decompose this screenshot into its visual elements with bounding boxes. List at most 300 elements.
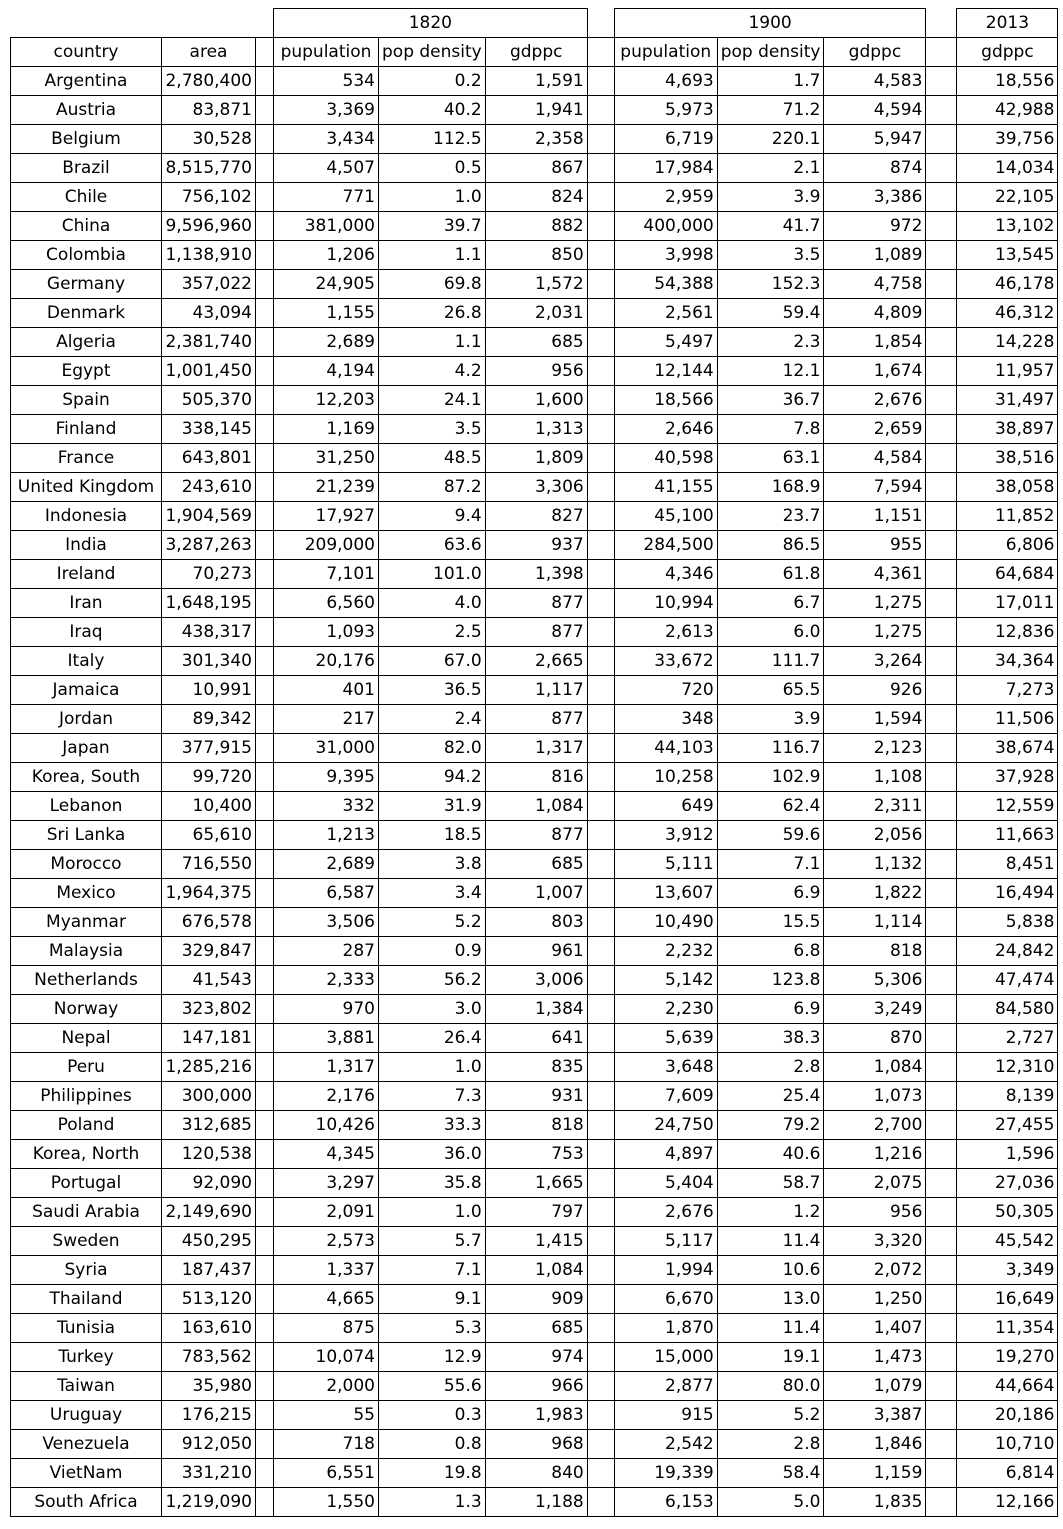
cell-country: Sweden [11, 1227, 162, 1256]
cell-population-1900: 33,672 [614, 647, 717, 676]
cell-gdppc-1820: 1,591 [485, 67, 587, 96]
spacer-cell [926, 937, 957, 966]
table-row [11, 1430, 1058, 1459]
cell-gdppc-1820: 850 [485, 241, 587, 270]
cell-gdppc-1900: 956 [824, 1198, 926, 1227]
cell-country: Ireland [11, 560, 162, 589]
cell-gdppc-1820: 931 [485, 1082, 587, 1111]
cell-gdppc-2013: 13,545 [957, 241, 1058, 270]
cell-gdppc-1820: 966 [485, 1372, 587, 1401]
cell-pop-density-1900: 123.8 [717, 966, 824, 995]
cell-gdppc-2013: 45,542 [957, 1227, 1058, 1256]
spacer-cell [587, 1343, 614, 1372]
cell-gdppc-2013: 50,305 [957, 1198, 1058, 1227]
table-row [11, 821, 1058, 850]
cell-pop-density-1820: 63.6 [379, 531, 486, 560]
table-row [11, 502, 1058, 531]
cell-area: 35,980 [162, 1372, 256, 1401]
spacer-cell [256, 67, 274, 96]
cell-pop-density-1900: 1.2 [717, 1198, 824, 1227]
cell-population-1900: 5,639 [614, 1024, 717, 1053]
cell-population-1900: 10,490 [614, 908, 717, 937]
cell-gdppc-1900: 3,249 [824, 995, 926, 1024]
cell-country: Poland [11, 1111, 162, 1140]
spacer-cell [256, 415, 274, 444]
cell-area: 300,000 [162, 1082, 256, 1111]
cell-population-1900: 45,100 [614, 502, 717, 531]
cell-area: 505,370 [162, 386, 256, 415]
cell-pop-density-1900: 59.4 [717, 299, 824, 328]
spacer-cell [926, 386, 957, 415]
spacer-cell [587, 589, 614, 618]
cell-gdppc-1820: 956 [485, 357, 587, 386]
cell-gdppc-2013: 11,354 [957, 1314, 1058, 1343]
cell-pop-density-1900: 3.5 [717, 241, 824, 270]
cell-pop-density-1900: 7.1 [717, 850, 824, 879]
spacer-cell [256, 1140, 274, 1169]
cell-gdppc-1820: 641 [485, 1024, 587, 1053]
cell-population-1900: 2,646 [614, 415, 717, 444]
table-row [11, 995, 1058, 1024]
cell-pop-density-1900: 62.4 [717, 792, 824, 821]
cell-population-1820: 10,426 [274, 1111, 379, 1140]
cell-gdppc-1820: 1,317 [485, 734, 587, 763]
cell-gdppc-1820: 816 [485, 763, 587, 792]
cell-country: Colombia [11, 241, 162, 270]
cell-gdppc-2013: 64,684 [957, 560, 1058, 589]
cell-area: 1,964,375 [162, 879, 256, 908]
cell-population-1900: 12,144 [614, 357, 717, 386]
cell-country: Denmark [11, 299, 162, 328]
cell-gdppc-1900: 1,473 [824, 1343, 926, 1372]
cell-gdppc-2013: 5,838 [957, 908, 1058, 937]
cell-gdppc-1820: 685 [485, 850, 587, 879]
spacer-cell [926, 1082, 957, 1111]
cell-gdppc-1900: 1,846 [824, 1430, 926, 1459]
table-row [11, 1169, 1058, 1198]
cell-gdppc-1900: 2,075 [824, 1169, 926, 1198]
cell-country: Lebanon [11, 792, 162, 821]
spacer-cell [256, 241, 274, 270]
cell-area: 357,022 [162, 270, 256, 299]
spacer-cell [256, 705, 274, 734]
cell-area: 176,215 [162, 1401, 256, 1430]
spacer-cell [926, 444, 957, 473]
cell-area: 329,847 [162, 937, 256, 966]
cell-pop-density-1820: 94.2 [379, 763, 486, 792]
cell-population-1900: 2,542 [614, 1430, 717, 1459]
cell-population-1900: 2,959 [614, 183, 717, 212]
cell-gdppc-1820: 1,084 [485, 1256, 587, 1285]
spacer-cell [926, 96, 957, 125]
cell-population-1820: 2,333 [274, 966, 379, 995]
cell-population-1820: 3,297 [274, 1169, 379, 1198]
spacer-cell [926, 415, 957, 444]
cell-pop-density-1820: 5.7 [379, 1227, 486, 1256]
spacer-cell [256, 1314, 274, 1343]
table-row [11, 154, 1058, 183]
spacer-cell [926, 1343, 957, 1372]
cell-gdppc-1820: 3,006 [485, 966, 587, 995]
cell-area: 70,273 [162, 560, 256, 589]
cell-gdppc-2013: 13,102 [957, 212, 1058, 241]
table-row [11, 67, 1058, 96]
spacer-cell [926, 966, 957, 995]
cell-country: Netherlands [11, 966, 162, 995]
cell-gdppc-2013: 6,806 [957, 531, 1058, 560]
cell-gdppc-1820: 827 [485, 502, 587, 531]
cell-population-1820: 10,074 [274, 1343, 379, 1372]
spacer-cell [256, 1459, 274, 1488]
cell-pop-density-1900: 6.0 [717, 618, 824, 647]
cell-area: 120,538 [162, 1140, 256, 1169]
cell-country: Indonesia [11, 502, 162, 531]
cell-population-1820: 2,689 [274, 850, 379, 879]
cell-area: 9,596,960 [162, 212, 256, 241]
cell-area: 301,340 [162, 647, 256, 676]
cell-area: 65,610 [162, 821, 256, 850]
spacer-cell [256, 995, 274, 1024]
spacer-cell [587, 183, 614, 212]
cell-population-1820: 20,176 [274, 647, 379, 676]
cell-population-1900: 44,103 [614, 734, 717, 763]
spacer-cell [926, 531, 957, 560]
cell-gdppc-2013: 38,058 [957, 473, 1058, 502]
spacer-cell [256, 966, 274, 995]
cell-area: 643,801 [162, 444, 256, 473]
spacer-cell [256, 1430, 274, 1459]
cell-country: Jordan [11, 705, 162, 734]
cell-gdppc-1820: 685 [485, 1314, 587, 1343]
cell-pop-density-1900: 38.3 [717, 1024, 824, 1053]
cell-gdppc-2013: 20,186 [957, 1401, 1058, 1430]
spacer-cell [256, 1111, 274, 1140]
table-row [11, 1488, 1058, 1517]
cell-pop-density-1820: 56.2 [379, 966, 486, 995]
cell-pop-density-1820: 3.8 [379, 850, 486, 879]
cell-population-1820: 24,905 [274, 270, 379, 299]
spacer-cell [926, 67, 957, 96]
cell-gdppc-1900: 1,073 [824, 1082, 926, 1111]
spacer-cell [926, 299, 957, 328]
spacer-cell [587, 850, 614, 879]
spacer-cell [926, 589, 957, 618]
cell-country: Egypt [11, 357, 162, 386]
cell-gdppc-1820: 1,809 [485, 444, 587, 473]
cell-area: 438,317 [162, 618, 256, 647]
cell-population-1820: 6,560 [274, 589, 379, 618]
cell-population-1820: 4,345 [274, 1140, 379, 1169]
spacer-cell [256, 792, 274, 821]
spacer-cell [256, 1053, 274, 1082]
cell-country: Chile [11, 183, 162, 212]
spacer-cell [256, 154, 274, 183]
cell-pop-density-1820: 1.0 [379, 183, 486, 212]
cell-population-1900: 17,984 [614, 154, 717, 183]
spacer-cell [926, 183, 957, 212]
cell-pop-density-1900: 63.1 [717, 444, 824, 473]
cell-pop-density-1900: 6.7 [717, 589, 824, 618]
spacer-cell [587, 415, 614, 444]
cell-population-1900: 19,339 [614, 1459, 717, 1488]
cell-area: 783,562 [162, 1343, 256, 1372]
spacer-cell [587, 966, 614, 995]
spacer-cell [587, 1285, 614, 1314]
cell-country: Spain [11, 386, 162, 415]
cell-pop-density-1820: 18.5 [379, 821, 486, 850]
cell-population-1900: 5,111 [614, 850, 717, 879]
spacer-cell [256, 502, 274, 531]
cell-gdppc-2013: 27,455 [957, 1111, 1058, 1140]
cell-country: Argentina [11, 67, 162, 96]
cell-pop-density-1820: 1.1 [379, 241, 486, 270]
spacer-cell [926, 705, 957, 734]
cell-pop-density-1820: 5.2 [379, 908, 486, 937]
spacer-cell [926, 357, 957, 386]
cell-pop-density-1900: 2.8 [717, 1430, 824, 1459]
cell-population-1820: 1,213 [274, 821, 379, 850]
spacer-cell [587, 299, 614, 328]
cell-gdppc-1820: 877 [485, 618, 587, 647]
cell-gdppc-1900: 3,264 [824, 647, 926, 676]
cell-population-1820: 1,206 [274, 241, 379, 270]
spacer-cell [926, 560, 957, 589]
cell-gdppc-1900: 4,583 [824, 67, 926, 96]
cell-pop-density-1900: 25.4 [717, 1082, 824, 1111]
cell-area: 163,610 [162, 1314, 256, 1343]
table-row [11, 1459, 1058, 1488]
cell-pop-density-1820: 0.9 [379, 937, 486, 966]
cell-gdppc-2013: 19,270 [957, 1343, 1058, 1372]
cell-population-1900: 5,117 [614, 1227, 717, 1256]
cell-population-1900: 15,000 [614, 1343, 717, 1372]
cell-population-1900: 2,232 [614, 937, 717, 966]
spacer-cell [256, 531, 274, 560]
cell-gdppc-1900: 1,084 [824, 1053, 926, 1082]
cell-pop-density-1900: 102.9 [717, 763, 824, 792]
cell-population-1900: 40,598 [614, 444, 717, 473]
cell-population-1820: 2,000 [274, 1372, 379, 1401]
cell-pop-density-1900: 220.1 [717, 125, 824, 154]
spacer-cell [587, 1401, 614, 1430]
cell-pop-density-1820: 3.5 [379, 415, 486, 444]
table-row [11, 705, 1058, 734]
cell-pop-density-1820: 7.1 [379, 1256, 486, 1285]
cell-population-1820: 4,665 [274, 1285, 379, 1314]
table-row [11, 560, 1058, 589]
table-row [11, 270, 1058, 299]
year-1900-header: 1900 [614, 9, 926, 38]
spacer-cell [587, 1459, 614, 1488]
cell-area: 331,210 [162, 1459, 256, 1488]
table-row [11, 1343, 1058, 1372]
cell-population-1820: 1,337 [274, 1256, 379, 1285]
cell-gdppc-1820: 818 [485, 1111, 587, 1140]
cell-gdppc-1900: 2,072 [824, 1256, 926, 1285]
cell-pop-density-1820: 0.5 [379, 154, 486, 183]
spacer-cell [256, 734, 274, 763]
cell-country: Tunisia [11, 1314, 162, 1343]
cell-gdppc-1900: 5,947 [824, 125, 926, 154]
spacer-cell [587, 1024, 614, 1053]
table-row [11, 647, 1058, 676]
spacer-cell [587, 1082, 614, 1111]
cell-area: 676,578 [162, 908, 256, 937]
cell-pop-density-1900: 65.5 [717, 676, 824, 705]
cell-gdppc-1820: 968 [485, 1430, 587, 1459]
cell-pop-density-1900: 58.4 [717, 1459, 824, 1488]
col-header-gdppc-1900: gdppc [824, 38, 926, 67]
cell-pop-density-1900: 58.7 [717, 1169, 824, 1198]
spacer-cell [926, 1314, 957, 1343]
cell-country: Myanmar [11, 908, 162, 937]
col-header-population-1820: pupulation [274, 38, 379, 67]
cell-gdppc-1820: 1,384 [485, 995, 587, 1024]
cell-area: 30,528 [162, 125, 256, 154]
cell-gdppc-1900: 1,151 [824, 502, 926, 531]
cell-country: Iraq [11, 618, 162, 647]
spacer-cell [587, 241, 614, 270]
spacer-cell [926, 241, 957, 270]
cell-gdppc-1820: 974 [485, 1343, 587, 1372]
spacer-cell [256, 908, 274, 937]
cell-population-1820: 1,169 [274, 415, 379, 444]
cell-pop-density-1820: 36.5 [379, 676, 486, 705]
cell-gdppc-2013: 34,364 [957, 647, 1058, 676]
cell-gdppc-1900: 3,386 [824, 183, 926, 212]
cell-gdppc-1900: 1,159 [824, 1459, 926, 1488]
cell-gdppc-1820: 877 [485, 821, 587, 850]
cell-pop-density-1900: 2.8 [717, 1053, 824, 1082]
cell-gdppc-1820: 1,313 [485, 415, 587, 444]
spacer-cell [587, 1140, 614, 1169]
spacer-cell [256, 270, 274, 299]
spacer-cell [587, 270, 614, 299]
cell-area: 243,610 [162, 473, 256, 502]
cell-population-1820: 1,155 [274, 299, 379, 328]
cell-gdppc-2013: 12,166 [957, 1488, 1058, 1517]
cell-gdppc-2013: 46,178 [957, 270, 1058, 299]
cell-area: 92,090 [162, 1169, 256, 1198]
cell-country: Nepal [11, 1024, 162, 1053]
spacer-cell [926, 1256, 957, 1285]
spacer-cell [587, 705, 614, 734]
cell-area: 312,685 [162, 1111, 256, 1140]
cell-gdppc-2013: 27,036 [957, 1169, 1058, 1198]
spacer-cell [587, 386, 614, 415]
spacer-cell [926, 763, 957, 792]
cell-pop-density-1820: 1.0 [379, 1053, 486, 1082]
spacer-cell [256, 937, 274, 966]
cell-gdppc-1820: 1,117 [485, 676, 587, 705]
cell-gdppc-1900: 7,594 [824, 473, 926, 502]
spacer-cell [256, 299, 274, 328]
cell-pop-density-1900: 12.1 [717, 357, 824, 386]
spacer-cell [926, 1430, 957, 1459]
spacer-cell [587, 734, 614, 763]
table-row [11, 1140, 1058, 1169]
col-header-gdppc-2013: gdppc [957, 38, 1058, 67]
spacer-cell [256, 125, 274, 154]
spacer-cell [256, 1488, 274, 1517]
cell-population-1900: 915 [614, 1401, 717, 1430]
cell-country: Iran [11, 589, 162, 618]
spacer-cell [926, 850, 957, 879]
cell-area: 338,145 [162, 415, 256, 444]
table-row [11, 1256, 1058, 1285]
cell-pop-density-1900: 116.7 [717, 734, 824, 763]
cell-area: 43,094 [162, 299, 256, 328]
cell-gdppc-1900: 3,320 [824, 1227, 926, 1256]
spacer-cell [926, 618, 957, 647]
spacer-cell [587, 96, 614, 125]
cell-area: 8,515,770 [162, 154, 256, 183]
cell-country: Algeria [11, 328, 162, 357]
cell-country: Morocco [11, 850, 162, 879]
cell-population-1900: 10,994 [614, 589, 717, 618]
cell-gdppc-1820: 877 [485, 705, 587, 734]
spacer-cell [256, 328, 274, 357]
cell-area: 716,550 [162, 850, 256, 879]
cell-pop-density-1900: 23.7 [717, 502, 824, 531]
table-row [11, 879, 1058, 908]
cell-pop-density-1820: 48.5 [379, 444, 486, 473]
table-row [11, 966, 1058, 995]
cell-gdppc-1900: 2,311 [824, 792, 926, 821]
spacer-cell [587, 67, 614, 96]
cell-gdppc-1820: 1,572 [485, 270, 587, 299]
cell-gdppc-1900: 1,835 [824, 1488, 926, 1517]
spacer-cell [587, 1198, 614, 1227]
cell-gdppc-1900: 1,216 [824, 1140, 926, 1169]
spacer-cell [256, 589, 274, 618]
cell-population-1820: 55 [274, 1401, 379, 1430]
cell-population-1900: 3,912 [614, 821, 717, 850]
spacer-cell [926, 734, 957, 763]
cell-gdppc-2013: 11,957 [957, 357, 1058, 386]
cell-pop-density-1900: 11.4 [717, 1314, 824, 1343]
cell-gdppc-2013: 10,710 [957, 1430, 1058, 1459]
cell-area: 1,904,569 [162, 502, 256, 531]
table-row [11, 908, 1058, 937]
cell-population-1820: 209,000 [274, 531, 379, 560]
spacer-cell [587, 328, 614, 357]
spacer-cell [926, 502, 957, 531]
spacer-cell [256, 1343, 274, 1372]
cell-population-1820: 2,689 [274, 328, 379, 357]
cell-population-1900: 3,998 [614, 241, 717, 270]
spacer-cell [926, 212, 957, 241]
spacer-cell [587, 1430, 614, 1459]
spacer-cell [256, 1169, 274, 1198]
cell-area: 1,001,450 [162, 357, 256, 386]
cell-population-1820: 2,573 [274, 1227, 379, 1256]
cell-country: China [11, 212, 162, 241]
cell-pop-density-1900: 3.9 [717, 183, 824, 212]
cell-gdppc-1900: 5,306 [824, 966, 926, 995]
spacer-cell [256, 212, 274, 241]
cell-gdppc-1900: 1,594 [824, 705, 926, 734]
cell-gdppc-2013: 42,988 [957, 96, 1058, 125]
cell-population-1820: 4,507 [274, 154, 379, 183]
cell-area: 99,720 [162, 763, 256, 792]
spacer-cell [587, 502, 614, 531]
spacer-cell [926, 1459, 957, 1488]
table-row [11, 1024, 1058, 1053]
cell-pop-density-1820: 39.7 [379, 212, 486, 241]
cell-pop-density-1820: 26.4 [379, 1024, 486, 1053]
cell-gdppc-2013: 31,497 [957, 386, 1058, 415]
